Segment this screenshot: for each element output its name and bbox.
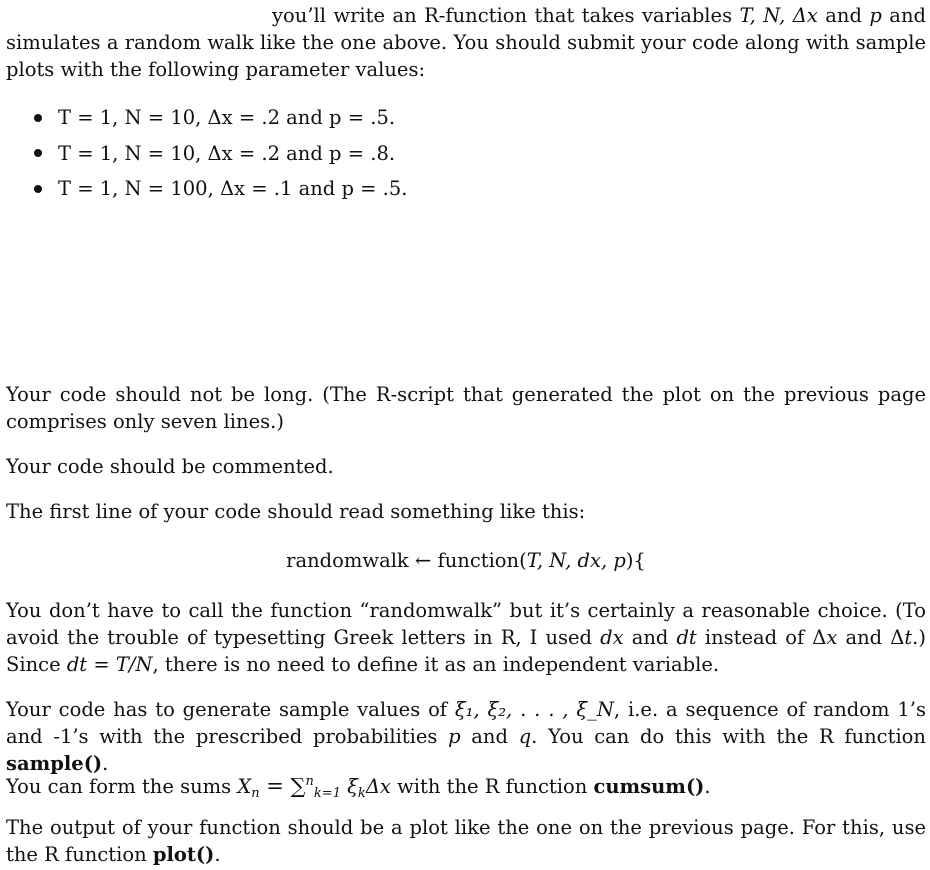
parameter-list bbox=[34, 100, 407, 207]
function-name-paragraph: You don’t have to call the function “randomwalk” but it’s certainly a reasonable choice. (To avoid the trouble of typesetting Greek letters in R, I used dx and dt instead of Δx and Δt.) Since dt = T/N, there is no need to define it as an independent variable. bbox=[6, 599, 926, 676]
first-line-paragraph: The first line of your code should read something like this: bbox=[6, 500, 586, 523]
parameter-item: T = 1, N = 10, Δx = .2 and p = .8. bbox=[34, 136, 407, 172]
cumsum-paragraph: You can form the sums $X_n = \sum^n_{k=1}$ $\xi_k\Delta x$ with the R function cumsum(). bbox=[6, 774, 711, 801]
bullet-icon bbox=[34, 185, 42, 193]
intro-paragraph: you’ll write an R-function that takes variables T, N, Δx and p and simulates a random walk like the one above. You should submit your code along with sample plots with the following parameter values: bbox=[6, 4, 926, 81]
commented-paragraph: Your code should be commented. bbox=[6, 455, 334, 478]
bullet-icon bbox=[34, 149, 42, 157]
parameter-item: T = 1, N = 100, Δx = .1 and p = .5. bbox=[34, 171, 407, 207]
parameter-item: T = 1, N = 10, Δx = .2 and p = .5. bbox=[34, 100, 407, 136]
sample-paragraph: Your code has to generate sample values of ξ₁, ξ₂, . . . , ξ_N, i.e. a sequence of random 1’s and -1’s with the prescribed probabilities p and q. You can do this with the R function sample(). bbox=[6, 698, 926, 775]
code-line: randomwalk ← function(T, N, dx, p){ bbox=[286, 549, 646, 572]
output-paragraph: The output of your function should be a plot like the one on the previous page. For this, use the R function plot(). bbox=[6, 816, 926, 866]
length-paragraph: Your code should not be long. (The R-script that generated the plot on the previous page comprises only seven lines.) bbox=[6, 383, 926, 433]
bullet-icon bbox=[34, 114, 42, 122]
